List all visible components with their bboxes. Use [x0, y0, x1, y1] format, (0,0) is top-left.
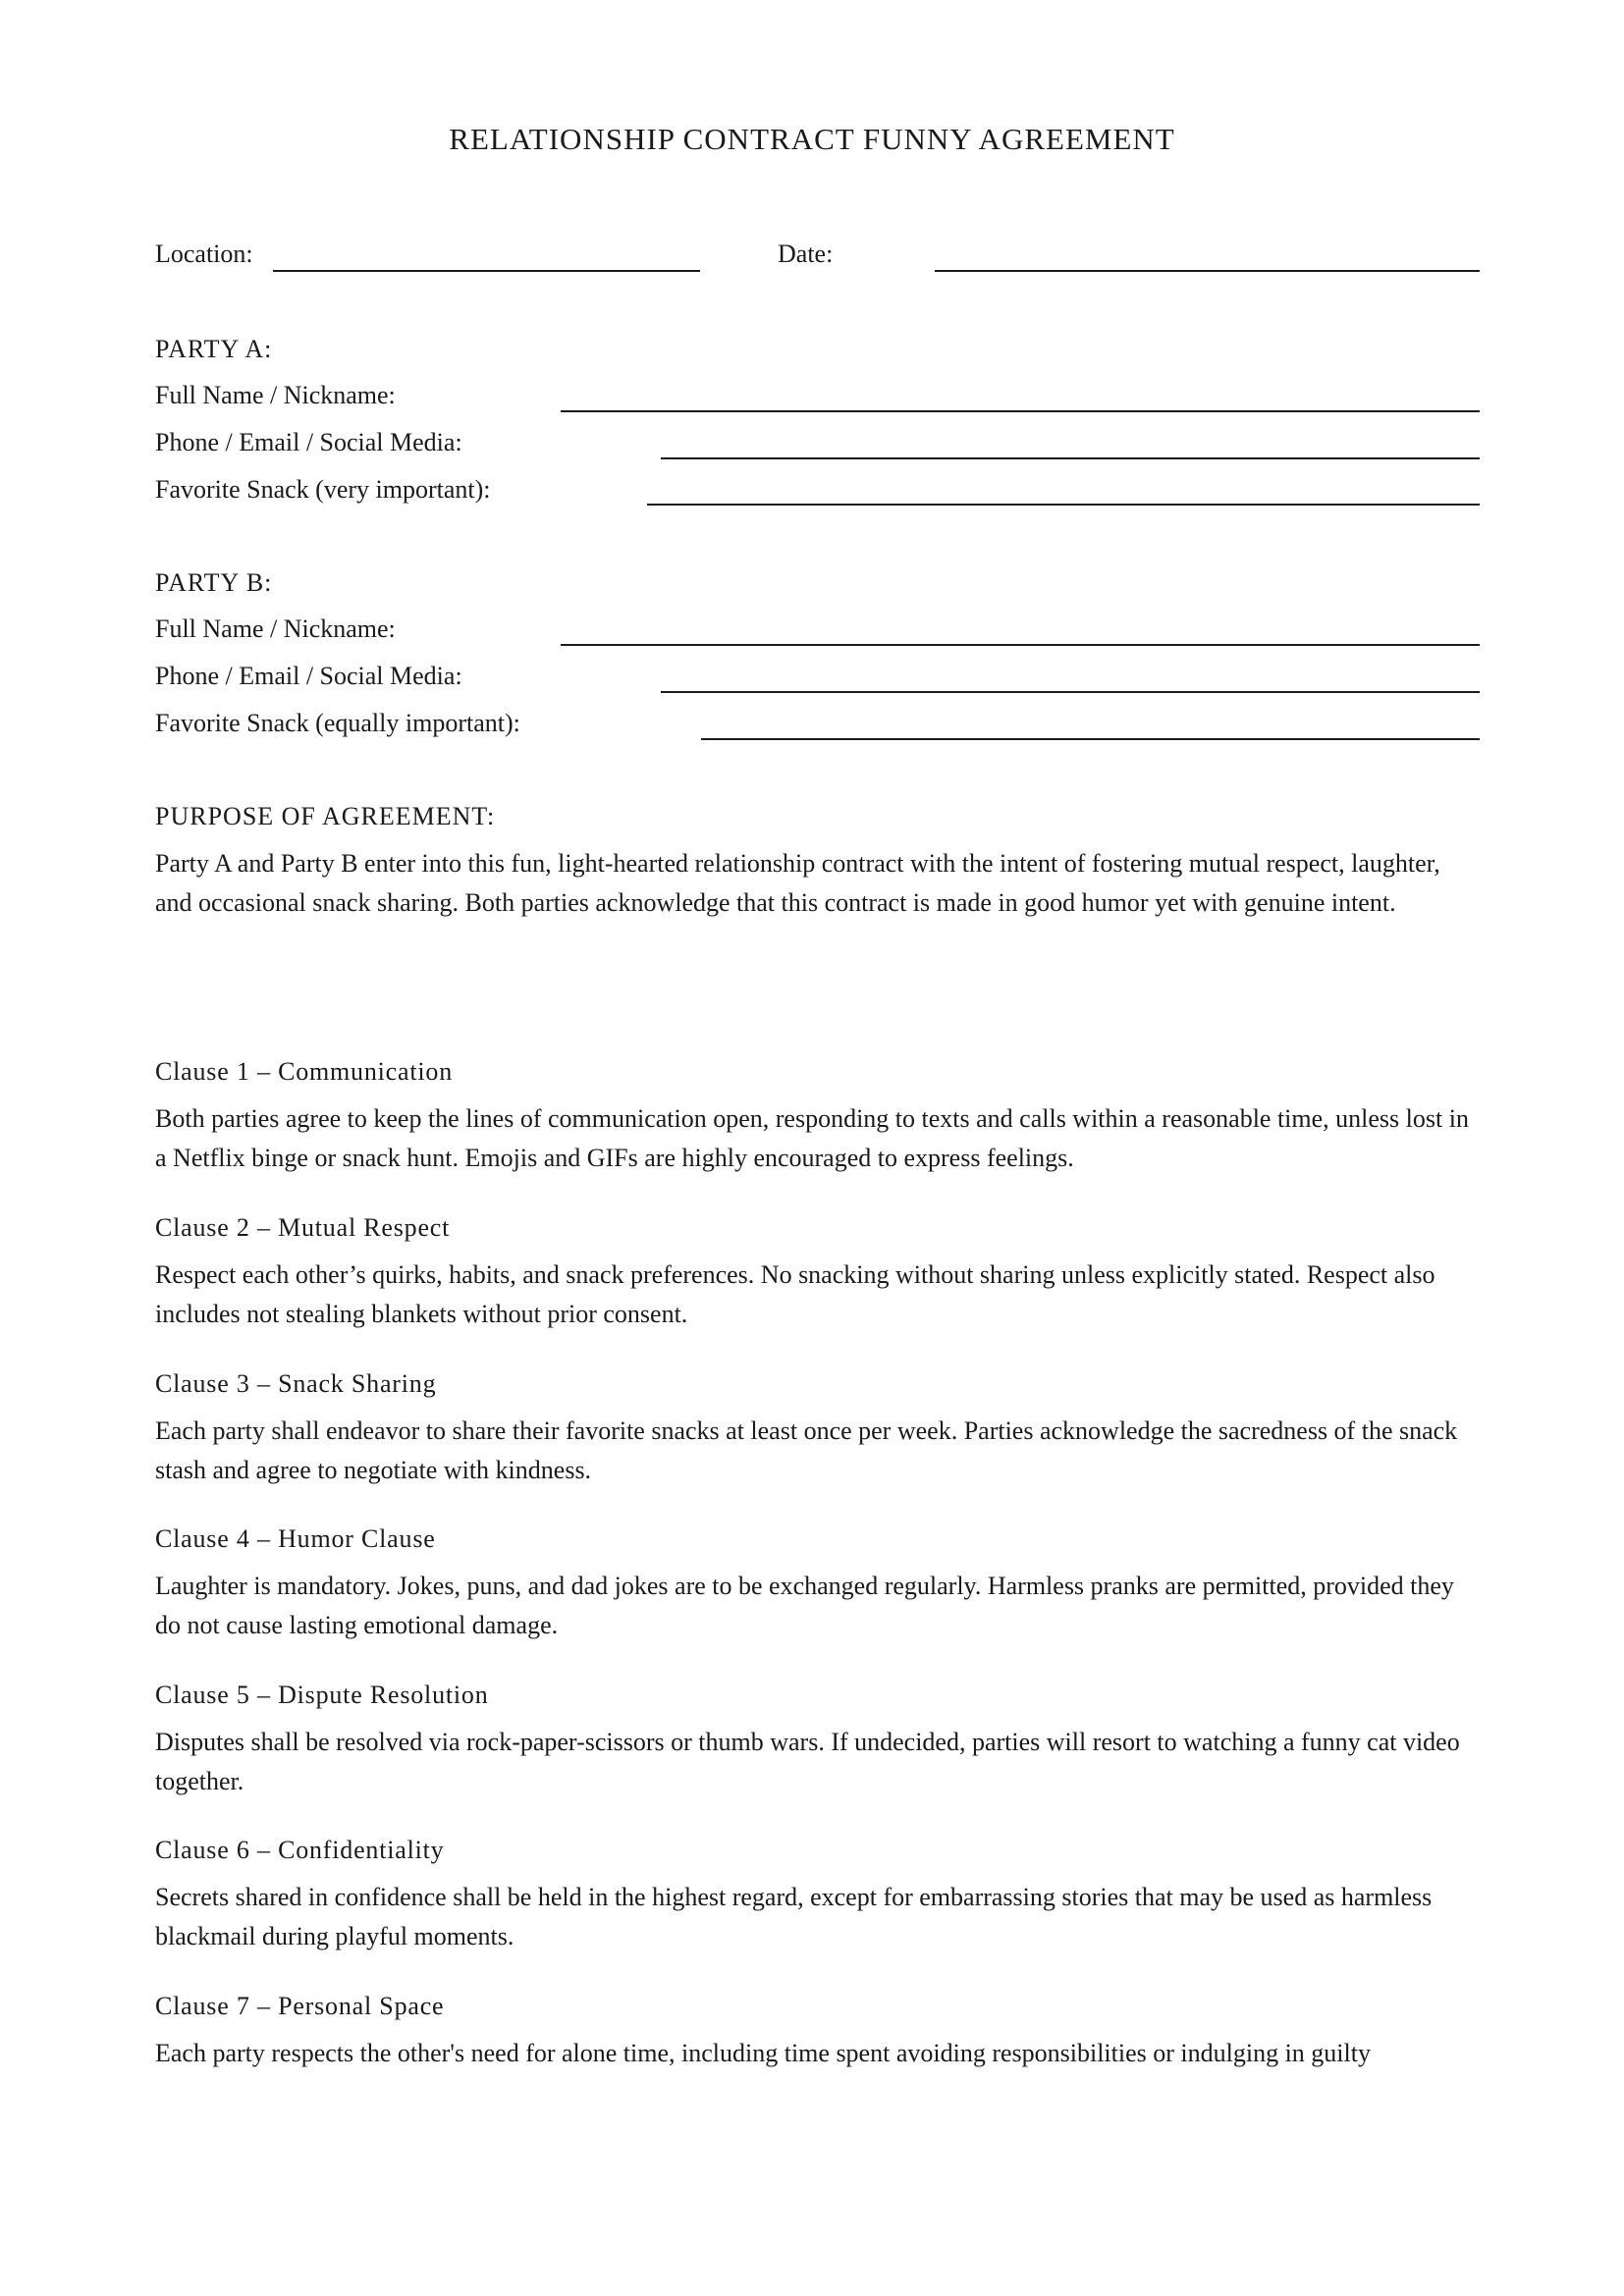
clause-5-title: Clause 5 – Dispute Resolution	[155, 1681, 489, 1709]
party-a-name-label: Full Name / Nickname:	[155, 381, 396, 409]
party-b-name-field[interactable]	[561, 644, 1480, 646]
document-title: RELATIONSHIP CONTRACT FUNNY AGREEMENT	[449, 122, 1175, 156]
party-b-heading: PARTY B:	[155, 568, 273, 597]
party-b-contact-label: Phone / Email / Social Media:	[155, 662, 462, 690]
party-a-snack-label: Favorite Snack (very important):	[155, 475, 491, 504]
purpose-text: Party A and Party B enter into this fun, light-hearted relationship contract with the intent of fostering mutual respect, laughter, and occasional snack sharing. Both parties acknowledge that this contract is made in good humor yet with genuine intent.	[155, 849, 1440, 917]
clause-2-title: Clause 2 – Mutual Respect	[155, 1213, 451, 1242]
date-field[interactable]	[935, 270, 1480, 272]
party-a-contact-label: Phone / Email / Social Media:	[155, 428, 462, 456]
party-b-contact-field[interactable]	[661, 691, 1480, 693]
clause-3-text: Each party shall endeavor to share their favorite snacks at least once per week. Parties acknowledge the sacredness of the snack stash and agree to negotiate with kindness.	[155, 1416, 1458, 1484]
clause-6-text: Secrets shared in confidence shall be held in the highest regard, except for embarrassing stories that may be used as harmless blackmail during playful moments.	[155, 1883, 1433, 1950]
party-b-snack-field[interactable]	[701, 738, 1480, 740]
clause-1-title: Clause 1 – Communication	[155, 1057, 454, 1086]
party-a-contact-field[interactable]	[661, 457, 1480, 459]
party-a-name-field[interactable]	[561, 410, 1480, 412]
party-a-heading: PARTY A:	[155, 335, 273, 363]
party-b-snack-label: Favorite Snack (equally important):	[155, 709, 520, 737]
clause-3-title: Clause 3 – Snack Sharing	[155, 1369, 437, 1398]
clause-7-title: Clause 7 – Personal Space	[155, 1992, 445, 2020]
party-a-snack-field[interactable]	[647, 504, 1480, 506]
clause-5-text: Disputes shall be resolved via rock-paper-scissors or thumb wars. If undecided, parties will resort to watching a funny cat video together.	[155, 1728, 1460, 1795]
clause-4-text: Laughter is mandatory. Jokes, puns, and dad jokes are to be exchanged regularly. Harmless pranks are permitted, provided they do not cause lasting emotional damage.	[155, 1572, 1454, 1639]
clause-2-text: Respect each other’s quirks, habits, and snack preferences. No snacking without sharing unless explicitly stated. Respect also includes not stealing blankets without prior consent.	[155, 1260, 1435, 1328]
purpose-heading: PURPOSE OF AGREEMENT:	[155, 802, 496, 830]
clause-7-text: Each party respects the other's need for alone time, including time spent avoiding responsibilities or indulging in guilty	[155, 2039, 1371, 2067]
location-label: Location:	[155, 240, 253, 268]
clause-1-text: Both parties agree to keep the lines of communication open, responding to texts and calls within a reasonable time, unless lost in a Netflix binge or snack hunt. Emojis and GIFs are highly encouraged to express feelings.	[155, 1104, 1469, 1172]
party-b-name-label: Full Name / Nickname:	[155, 614, 396, 643]
location-field[interactable]	[273, 270, 700, 272]
clause-6-title: Clause 6 – Confidentiality	[155, 1836, 445, 1864]
date-label: Date:	[778, 240, 834, 268]
clause-4-title: Clause 4 – Humor Clause	[155, 1524, 436, 1553]
